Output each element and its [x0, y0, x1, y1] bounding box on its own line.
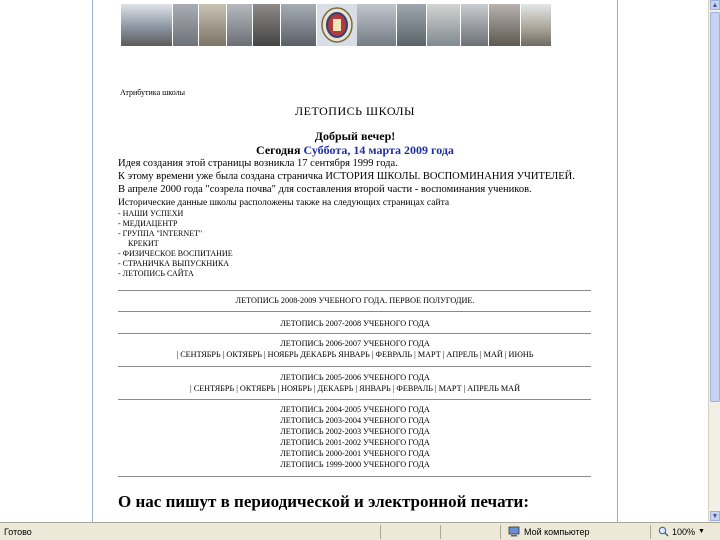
status-text: Готово — [4, 527, 32, 537]
banner-photo — [253, 4, 281, 46]
security-zone[interactable] — [508, 526, 590, 537]
greeting: Добрый вечер! — [314, 129, 396, 143]
scroll-up-arrow-icon[interactable]: ▲ — [711, 1, 719, 9]
link-krekit[interactable]: КРЕКИТ — [128, 239, 159, 248]
left-gutter — [0, 0, 92, 522]
divider — [118, 290, 591, 291]
breadcrumb[interactable]: Атрибутика школы — [120, 88, 186, 97]
chronicle-2006-2007-title: ЛЕТОПИСЬ 2006-2007 УЧЕБНОГО ГОДА — [280, 339, 430, 348]
banner-photo — [357, 4, 397, 46]
link-media-center[interactable]: - МЕДИАЦЕНТР — [118, 219, 178, 228]
chronicle-year-link[interactable]: ЛЕТОПИСЬ 2000-2001 УЧЕБНОГО ГОДА — [280, 449, 430, 458]
status-bar — [0, 522, 720, 540]
divider — [118, 333, 591, 334]
banner-photo — [397, 4, 427, 46]
chronicle-2005-2006-title: ЛЕТОПИСЬ 2005-2006 УЧЕБНОГО ГОДА — [280, 373, 430, 382]
related-links — [118, 209, 233, 279]
status-separator — [500, 525, 501, 539]
scrollbar-thumb[interactable] — [710, 12, 720, 402]
banner-photo — [173, 4, 199, 46]
zone-label: Мой компьютер — [524, 526, 590, 537]
chevron-down-icon[interactable]: ▼ — [698, 528, 705, 535]
divider — [118, 476, 591, 477]
banner-photo — [461, 4, 489, 46]
today-prefix: Сегодня — [256, 143, 301, 157]
page-content — [93, 0, 617, 522]
chronicle-year-link[interactable]: ЛЕТОПИСЬ 1999-2000 УЧЕБНОГО ГОДА — [280, 460, 430, 469]
chronicle-2006-2007-months[interactable]: | СЕНТЯБРЬ | ОКТЯБРЬ | НОЯБРЬ ДЕКАБРЬ ЯНВАРЬ | ФЕВРАЛЬ | МАРТ | АПРЕЛЬ | МАЙ | ИЮНЬ — [176, 350, 534, 359]
press-heading: О нас пишут в периодической и электронной печати: — [118, 492, 530, 511]
banner-photo — [199, 4, 227, 46]
banner-photo — [281, 4, 317, 46]
scroll-down-arrow-icon[interactable]: ▼ — [711, 512, 719, 520]
intro-paragraph: В апреле 2000 года "созрела почва" для составления второй части - воспоминания учеников. — [118, 184, 532, 195]
my-computer-icon — [508, 526, 520, 537]
chronicle-2008-2009-link[interactable]: ЛЕТОПИСЬ 2008-2009 УЧЕБНОГО ГОДА. ПЕРВОЕ ПОЛУГОДИЕ. — [235, 296, 475, 305]
banner-photo — [427, 4, 461, 46]
chronicle-2007-2008-link[interactable]: ЛЕТОПИСЬ 2007-2008 УЧЕБНОГО ГОДА — [280, 319, 430, 328]
status-separator — [440, 525, 441, 539]
banner-photo — [489, 4, 521, 46]
magnifier-icon — [658, 526, 669, 537]
chronicle-year-link[interactable]: ЛЕТОПИСЬ 2001-2002 УЧЕБНОГО ГОДА — [280, 438, 430, 447]
zoom-control[interactable] — [658, 526, 705, 537]
zoom-label: 100% — [672, 526, 696, 537]
link-our-success[interactable]: - НАШИ УСПЕХИ — [118, 209, 184, 218]
school-emblem-icon — [317, 4, 357, 46]
link-graduate-page[interactable]: - СТРАНИЧКА ВЫПУСКНИКА — [118, 259, 230, 268]
link-physical-education[interactable]: - ФИЗИЧЕСКОЕ ВОСПИТАНИЕ — [118, 249, 233, 258]
banner-photo — [121, 4, 173, 46]
intro-paragraph: Идея создания этой страницы возникла 17 сентября 1999 года. — [118, 158, 398, 169]
page-title: ЛЕТОПИСЬ ШКОЛЫ — [294, 104, 415, 118]
photo-banner — [121, 4, 579, 46]
chronicle-2005-2006-months[interactable]: | СЕНТЯБРЬ | ОКТЯБРЬ | НОЯБРЬ | ДЕКАБРЬ | ЯНВАРЬ | ФЕВРАЛЬ | МАРТ | АПРЕЛЬ МАЙ — [190, 384, 520, 393]
divider — [118, 311, 591, 312]
link-site-chronicle[interactable]: - ЛЕТОПИСЬ САЙТА — [118, 269, 194, 278]
divider — [118, 366, 591, 367]
today-line — [93, 143, 617, 158]
divider — [118, 399, 591, 400]
intro-paragraph: Исторические данные школы расположены также на следующих страницах сайта — [118, 198, 450, 208]
chronicle-year-link[interactable]: ЛЕТОПИСЬ 2002-2003 УЧЕБНОГО ГОДА — [280, 427, 430, 436]
status-separator — [650, 525, 651, 539]
today-date: Суббота, 14 марта 2009 года — [303, 143, 454, 157]
status-separator — [380, 525, 381, 539]
link-internet-group[interactable]: - ГРУППА "INTERNET" — [118, 229, 203, 238]
banner-photo — [227, 4, 253, 46]
chronicle-year-link[interactable]: ЛЕТОПИСЬ 2003-2004 УЧЕБНОГО ГОДА — [280, 416, 430, 425]
chronicle-year-link[interactable]: ЛЕТОПИСЬ 2004-2005 УЧЕБНОГО ГОДА — [280, 405, 430, 414]
vertical-scrollbar[interactable] — [708, 0, 720, 522]
frame-border-right — [617, 0, 618, 522]
banner-photo — [521, 4, 551, 46]
intro-paragraph: К этому времени уже была создана страничка ИСТОРИЯ ШКОЛЫ. ВОСПОМИНАНИЯ УЧИТЕЛЕЙ. — [118, 171, 575, 182]
